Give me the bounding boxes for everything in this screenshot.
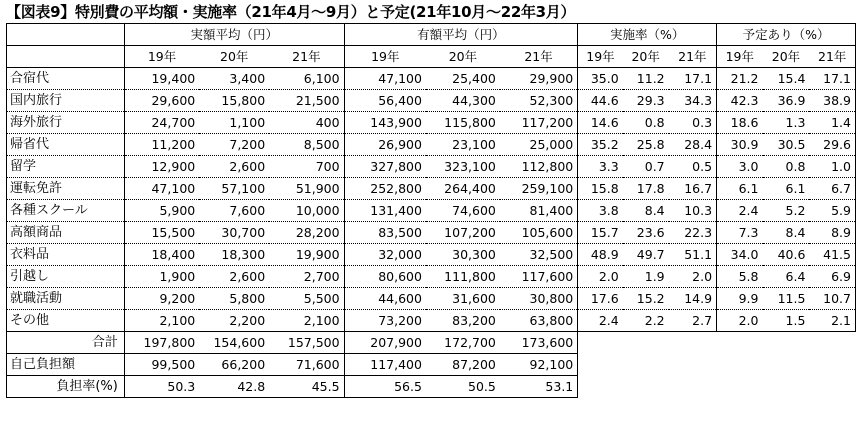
total-value-cell: 66,200 <box>199 354 269 376</box>
row-label: 衣料品 <box>7 244 125 266</box>
row-label: 海外旅行 <box>7 112 125 134</box>
value-cell: 0.8 <box>623 112 669 134</box>
total-row <box>7 376 856 398</box>
value-cell: 18,400 <box>124 244 199 266</box>
value-cell: 3.0 <box>717 156 763 178</box>
empty-cell <box>578 332 623 354</box>
value-cell: 48.9 <box>578 244 623 266</box>
value-cell: 252,800 <box>344 178 426 200</box>
value-cell: 28,200 <box>269 222 344 244</box>
group-header-paid-avg: 有額平均（円） <box>344 24 578 46</box>
value-cell: 19,900 <box>269 244 344 266</box>
value-cell: 29,600 <box>124 90 199 112</box>
value-cell: 2,100 <box>124 310 199 332</box>
value-cell: 15,500 <box>124 222 199 244</box>
value-cell: 9.9 <box>717 288 763 310</box>
value-cell: 17.1 <box>809 68 855 90</box>
total-value-cell: 42.8 <box>199 376 269 398</box>
value-cell: 0.3 <box>669 112 717 134</box>
value-cell: 44.6 <box>578 90 623 112</box>
group-header-row <box>7 24 856 46</box>
year-header: 21年 <box>500 46 578 68</box>
value-cell: 83,200 <box>426 310 500 332</box>
empty-cell <box>809 354 855 376</box>
total-value-cell: 99,500 <box>124 354 199 376</box>
value-cell: 327,800 <box>344 156 426 178</box>
value-cell: 25.8 <box>623 134 669 156</box>
value-cell: 30.9 <box>717 134 763 156</box>
value-cell: 7.3 <box>717 222 763 244</box>
empty-cell <box>717 354 763 376</box>
value-cell: 5.2 <box>763 200 810 222</box>
total-value-cell: 56.5 <box>344 376 426 398</box>
value-cell: 3,400 <box>199 68 269 90</box>
row-label: 合宿代 <box>7 68 125 90</box>
page-title: 【図表9】特別費の平均額・実施率（21年4月～9月）と予定(21年10月～22年3月） <box>6 3 576 21</box>
table-row <box>7 134 856 156</box>
value-cell: 14.6 <box>578 112 623 134</box>
value-cell: 1.5 <box>763 310 810 332</box>
table-row <box>7 244 856 266</box>
value-cell: 264,400 <box>426 178 500 200</box>
value-cell: 1.4 <box>809 112 855 134</box>
value-cell: 107,200 <box>426 222 500 244</box>
value-cell: 6.1 <box>717 178 763 200</box>
year-header: 19年 <box>124 46 199 68</box>
value-cell: 6.1 <box>763 178 810 200</box>
row-label: 留学 <box>7 156 125 178</box>
value-cell: 2,200 <box>199 310 269 332</box>
corner-cell-lower <box>7 46 125 68</box>
value-cell: 83,500 <box>344 222 426 244</box>
value-cell: 35.0 <box>578 68 623 90</box>
year-header: 21年 <box>809 46 855 68</box>
value-cell: 2,600 <box>199 266 269 288</box>
value-cell: 18.6 <box>717 112 763 134</box>
value-cell: 16.7 <box>669 178 717 200</box>
value-cell: 12,900 <box>124 156 199 178</box>
value-cell: 115,800 <box>426 112 500 134</box>
table-body <box>7 68 856 398</box>
value-cell: 17.6 <box>578 288 623 310</box>
value-cell: 3.3 <box>578 156 623 178</box>
value-cell: 7,200 <box>199 134 269 156</box>
value-cell: 34.0 <box>717 244 763 266</box>
value-cell: 23,100 <box>426 134 500 156</box>
value-cell: 1.3 <box>763 112 810 134</box>
value-cell: 80,600 <box>344 266 426 288</box>
group-header-actual-avg: 実額平均（円） <box>124 24 344 46</box>
value-cell: 36.9 <box>763 90 810 112</box>
value-cell: 29.3 <box>623 90 669 112</box>
value-cell: 10,000 <box>269 200 344 222</box>
value-cell: 22.3 <box>669 222 717 244</box>
empty-cell <box>809 376 855 398</box>
empty-cell <box>763 354 810 376</box>
value-cell: 1,100 <box>199 112 269 134</box>
value-cell: 112,800 <box>500 156 578 178</box>
value-cell: 11.5 <box>763 288 810 310</box>
value-cell: 21.2 <box>717 68 763 90</box>
value-cell: 15.4 <box>763 68 810 90</box>
table-row <box>7 288 856 310</box>
table-row <box>7 310 856 332</box>
total-value-cell: 154,600 <box>199 332 269 354</box>
value-cell: 131,400 <box>344 200 426 222</box>
total-value-cell: 50.5 <box>426 376 500 398</box>
value-cell: 30,700 <box>199 222 269 244</box>
table-row <box>7 178 856 200</box>
value-cell: 1.0 <box>809 156 855 178</box>
value-cell: 19,400 <box>124 68 199 90</box>
value-cell: 44,300 <box>426 90 500 112</box>
value-cell: 8.9 <box>809 222 855 244</box>
total-value-cell: 45.5 <box>269 376 344 398</box>
value-cell: 0.7 <box>623 156 669 178</box>
value-cell: 41.5 <box>809 244 855 266</box>
value-cell: 63,800 <box>500 310 578 332</box>
value-cell: 8,500 <box>269 134 344 156</box>
total-value-cell: 71,600 <box>269 354 344 376</box>
value-cell: 3.8 <box>578 200 623 222</box>
value-cell: 1,900 <box>124 266 199 288</box>
value-cell: 259,100 <box>500 178 578 200</box>
value-cell: 2.0 <box>578 266 623 288</box>
row-label: 各種スクール <box>7 200 125 222</box>
total-value-cell: 117,400 <box>344 354 426 376</box>
value-cell: 28.4 <box>669 134 717 156</box>
group-header-rate: 実施率（%） <box>578 24 717 46</box>
value-cell: 5.8 <box>717 266 763 288</box>
value-cell: 6.4 <box>763 266 810 288</box>
row-label: 就職活動 <box>7 288 125 310</box>
value-cell: 11,200 <box>124 134 199 156</box>
value-cell: 30,800 <box>500 288 578 310</box>
value-cell: 8.4 <box>623 200 669 222</box>
value-cell: 105,600 <box>500 222 578 244</box>
value-cell: 25,000 <box>500 134 578 156</box>
empty-cell <box>809 332 855 354</box>
value-cell: 15.7 <box>578 222 623 244</box>
value-cell: 10.3 <box>669 200 717 222</box>
table-row <box>7 222 856 244</box>
table-row <box>7 200 856 222</box>
total-label: 合計 <box>7 332 125 354</box>
year-header: 19年 <box>344 46 426 68</box>
empty-cell <box>763 376 810 398</box>
value-cell: 34.3 <box>669 90 717 112</box>
year-header-row <box>7 46 856 68</box>
value-cell: 0.5 <box>669 156 717 178</box>
total-value-cell: 87,200 <box>426 354 500 376</box>
value-cell: 31,600 <box>426 288 500 310</box>
year-header: 19年 <box>717 46 763 68</box>
value-cell: 14.9 <box>669 288 717 310</box>
value-cell: 9,200 <box>124 288 199 310</box>
value-cell: 15,800 <box>199 90 269 112</box>
empty-cell <box>623 376 669 398</box>
total-label: 負担率(%) <box>7 376 125 398</box>
value-cell: 117,600 <box>500 266 578 288</box>
value-cell: 5,900 <box>124 200 199 222</box>
total-value-cell: 197,800 <box>124 332 199 354</box>
year-header: 20年 <box>426 46 500 68</box>
value-cell: 2.2 <box>623 310 669 332</box>
value-cell: 6.9 <box>809 266 855 288</box>
empty-cell <box>669 354 717 376</box>
value-cell: 11.2 <box>623 68 669 90</box>
value-cell: 2.7 <box>669 310 717 332</box>
value-cell: 57,100 <box>199 178 269 200</box>
total-label: 自己負担額 <box>7 354 125 376</box>
total-value-cell: 157,500 <box>269 332 344 354</box>
value-cell: 18,300 <box>199 244 269 266</box>
row-label: 運転免許 <box>7 178 125 200</box>
value-cell: 30,300 <box>426 244 500 266</box>
value-cell: 5.9 <box>809 200 855 222</box>
value-cell: 81,400 <box>500 200 578 222</box>
table-row <box>7 68 856 90</box>
empty-cell <box>717 332 763 354</box>
value-cell: 56,400 <box>344 90 426 112</box>
value-cell: 51.1 <box>669 244 717 266</box>
value-cell: 24,700 <box>124 112 199 134</box>
total-row <box>7 354 856 376</box>
value-cell: 15.2 <box>623 288 669 310</box>
year-header: 21年 <box>269 46 344 68</box>
value-cell: 32,000 <box>344 244 426 266</box>
value-cell: 47,100 <box>344 68 426 90</box>
table-row <box>7 266 856 288</box>
value-cell: 700 <box>269 156 344 178</box>
value-cell: 51,900 <box>269 178 344 200</box>
value-cell: 117,200 <box>500 112 578 134</box>
value-cell: 2,700 <box>269 266 344 288</box>
value-cell: 6,100 <box>269 68 344 90</box>
value-cell: 74,600 <box>426 200 500 222</box>
value-cell: 2,600 <box>199 156 269 178</box>
year-header: 21年 <box>669 46 717 68</box>
empty-cell <box>669 376 717 398</box>
value-cell: 2.4 <box>578 310 623 332</box>
value-cell: 5,500 <box>269 288 344 310</box>
empty-cell <box>669 332 717 354</box>
value-cell: 44,600 <box>344 288 426 310</box>
total-row <box>7 332 856 354</box>
corner-cell <box>7 24 125 46</box>
empty-cell <box>717 376 763 398</box>
value-cell: 5,800 <box>199 288 269 310</box>
value-cell: 49.7 <box>623 244 669 266</box>
row-label: 国内旅行 <box>7 90 125 112</box>
value-cell: 323,100 <box>426 156 500 178</box>
total-value-cell: 53.1 <box>500 376 578 398</box>
empty-cell <box>578 376 623 398</box>
value-cell: 35.2 <box>578 134 623 156</box>
row-label: 高額商品 <box>7 222 125 244</box>
empty-cell <box>623 354 669 376</box>
row-label: 帰省代 <box>7 134 125 156</box>
value-cell: 2.0 <box>717 310 763 332</box>
row-label: 引越し <box>7 266 125 288</box>
value-cell: 2.0 <box>669 266 717 288</box>
value-cell: 1.9 <box>623 266 669 288</box>
special-expenses-table <box>6 23 856 398</box>
total-value-cell: 173,600 <box>500 332 578 354</box>
year-header: 20年 <box>199 46 269 68</box>
total-value-cell: 172,700 <box>426 332 500 354</box>
value-cell: 8.4 <box>763 222 810 244</box>
table-row <box>7 156 856 178</box>
value-cell: 21,500 <box>269 90 344 112</box>
total-value-cell: 92,100 <box>500 354 578 376</box>
year-header: 19年 <box>578 46 623 68</box>
value-cell: 40.6 <box>763 244 810 266</box>
value-cell: 23.6 <box>623 222 669 244</box>
value-cell: 7,600 <box>199 200 269 222</box>
table-row <box>7 90 856 112</box>
empty-cell <box>763 332 810 354</box>
value-cell: 10.7 <box>809 288 855 310</box>
value-cell: 32,500 <box>500 244 578 266</box>
year-header: 20年 <box>763 46 810 68</box>
value-cell: 6.7 <box>809 178 855 200</box>
value-cell: 111,800 <box>426 266 500 288</box>
table-row <box>7 112 856 134</box>
value-cell: 42.3 <box>717 90 763 112</box>
value-cell: 17.8 <box>623 178 669 200</box>
value-cell: 38.9 <box>809 90 855 112</box>
value-cell: 2.1 <box>809 310 855 332</box>
year-header: 20年 <box>623 46 669 68</box>
row-label: その他 <box>7 310 125 332</box>
value-cell: 25,400 <box>426 68 500 90</box>
value-cell: 52,300 <box>500 90 578 112</box>
value-cell: 2,100 <box>269 310 344 332</box>
empty-cell <box>578 354 623 376</box>
value-cell: 143,900 <box>344 112 426 134</box>
value-cell: 15.8 <box>578 178 623 200</box>
empty-cell <box>623 332 669 354</box>
total-value-cell: 50.3 <box>124 376 199 398</box>
value-cell: 30.5 <box>763 134 810 156</box>
value-cell: 29,900 <box>500 68 578 90</box>
value-cell: 17.1 <box>669 68 717 90</box>
value-cell: 26,900 <box>344 134 426 156</box>
value-cell: 0.8 <box>763 156 810 178</box>
group-header-plan: 予定あり（%） <box>717 24 856 46</box>
total-value-cell: 207,900 <box>344 332 426 354</box>
value-cell: 400 <box>269 112 344 134</box>
value-cell: 47,100 <box>124 178 199 200</box>
value-cell: 2.4 <box>717 200 763 222</box>
value-cell: 29.6 <box>809 134 855 156</box>
value-cell: 73,200 <box>344 310 426 332</box>
